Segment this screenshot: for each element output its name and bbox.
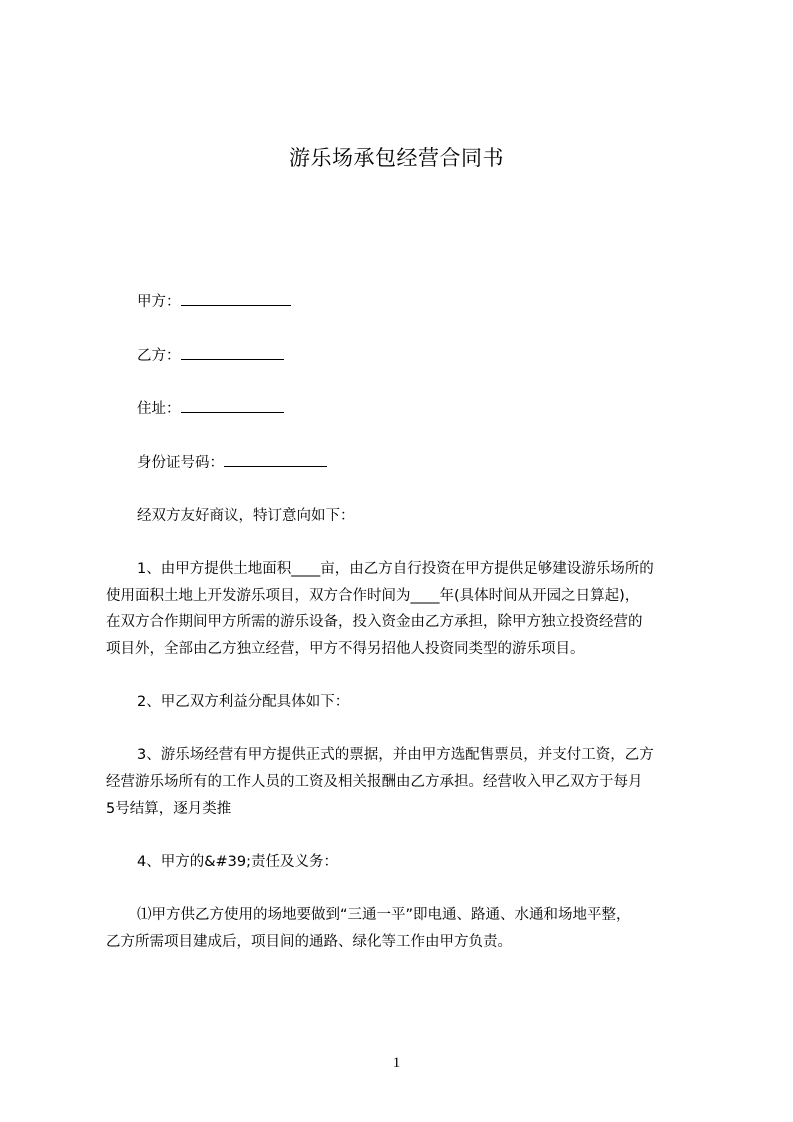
clause3-line3: 5号结算，逐月类推 [106,801,232,817]
clause1-line1: 1、由甲方提供土地面积____亩，由乙方自行投资在甲方提供足够建设游乐场所的 [137,561,654,577]
party-a-blank [181,291,291,306]
address-field [137,398,284,419]
id-number-field [137,452,327,473]
clause3-line2: 经营游乐场所有的工作人员的工资及相关报酬由乙方承担。经营收入甲乙双方于每月 [106,774,643,790]
party-b-field [137,345,284,366]
clause1-line2: 使用面积土地上开发游乐项目，双方合作时间为____年(具体时间从开园之日算起)， [106,588,640,604]
clause1-line3: 在双方合作期间甲方所需的游乐设备，投入资金由乙方承担，除甲方独立投资经营的 [106,614,643,630]
intro-text: 经双方友好商议，特订意向如下： [137,508,355,524]
address-label: 住址： [137,401,181,417]
clause4-item1-line1: ⑴甲方供乙方使用的场地要做到“三通一平”即电通、路通、水通和场地平整， [137,907,631,923]
party-a-label: 甲方： [137,294,181,310]
page-number: 1 [392,1055,401,1071]
clause4-heading: 4、甲方的&#39;责任及义务： [137,854,339,870]
clause1-line4: 项目外，全部由乙方独立经营，甲方不得另招他人投资同类型的游乐项目。 [106,641,585,657]
party-b-blank [181,345,284,360]
clause4-item1-line2: 乙方所需项目建成后，项目间的通路、绿化等工作由甲方负责。 [106,934,512,950]
document-title: 游乐场承包经营合同书 [289,146,504,170]
party-b-label: 乙方： [137,348,181,364]
clause3-line1: 3、游乐场经营有甲方提供正式的票据，并由甲方选配售票员，并支付工资，乙方 [137,747,654,763]
address-blank [181,398,284,413]
party-a-field [137,291,291,312]
id-number-label: 身份证号码： [137,455,224,471]
clause2-text: 2、甲乙双方利益分配具体如下： [137,694,350,710]
id-number-blank [224,452,327,467]
